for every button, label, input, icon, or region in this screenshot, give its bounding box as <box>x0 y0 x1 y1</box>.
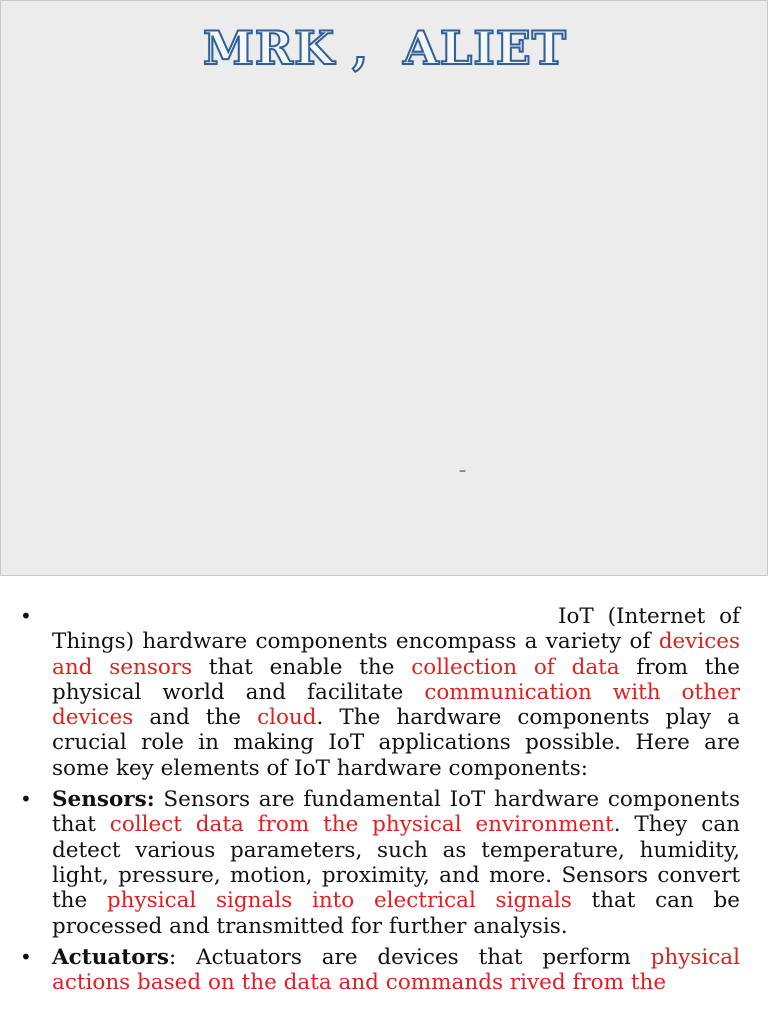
bullet-icon: • <box>20 787 32 812</box>
list-item-sensors <box>20 787 740 939</box>
page-title: MRK , ALIET <box>202 21 568 75</box>
actuators-paragraph: Actuators: Actuators are devices that perform physical actions based on the data and commands rived from the <box>52 944 740 996</box>
sensors-paragraph: Sensors: Sensors are fundamental IoT hardware components that collect data from the physical environment. They can detect various parameters, such as temperature, humidity, light, pressure, motion, proximity, and more. Sensors convert the physical signals into electrical signals that can be processed and transmitted for further analysis. <box>52 787 740 939</box>
list-item-actuators <box>20 945 740 996</box>
intro-paragraph: IoT (Internet of Things) hardware components encompass a variety of devices and sensors that enable the collection of data from the physical world and facilitate communication with other devices and the cloud. The hardware components play a crucial role in making IoT applications possible. Here are some key elements of IoT hardware components: <box>52 604 740 781</box>
actuators-heading: Actuators <box>52 944 169 970</box>
list-item-intro <box>20 604 740 781</box>
bullet-list <box>20 604 740 1001</box>
stray-dash: – <box>459 463 466 479</box>
bullet-icon: • <box>20 604 32 628</box>
bullet-icon: • <box>20 944 32 969</box>
sensors-heading: Sensors: <box>52 787 155 813</box>
